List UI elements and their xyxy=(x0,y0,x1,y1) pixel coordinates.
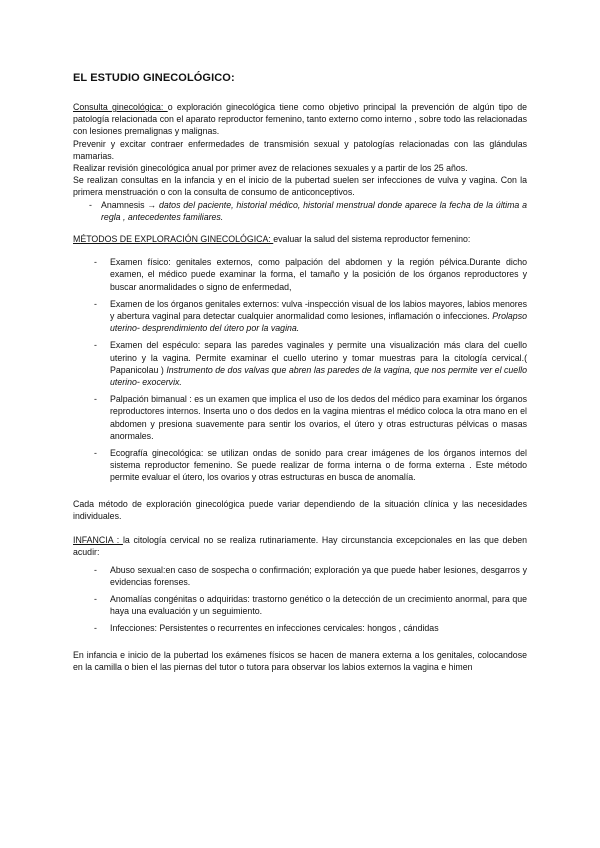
list-item-text: Examen del espéculo: separa las paredes vaginales y permite una visualización más clara del cuello uterino y la vagina. Permite examinar el cuello uterino y tomar muestras para la citología cervical.( Papanicolau ) xyxy=(110,340,527,375)
list-item-text: Ecografía ginecológica: se utilizan ondas de sonido para crear imágenes de los órganos internos del sistema reproductor femenino. Se puede realizar de forma interna o de forma externa . Este método permite evaluar el útero, los ovarios y otras estructuras en busca de anomalía. xyxy=(110,448,527,483)
final-paragraph: En infancia e inicio de la pubertad los exámenes físicos se hacen de manera externa a los genitales, colocandose en la camilla o bien el las piernas del tutor o tutora para observar los labios externos la vagina e himen xyxy=(73,649,527,672)
section-metodos xyxy=(73,233,527,484)
summary-paragraph: Cada método de exploración ginecológica puede variar dependiendo de la situación clínica y las necesidades individuales. xyxy=(73,498,527,521)
section-consulta xyxy=(73,101,527,223)
list-item: - Anomalías congénitas o adquiridas: trastorno genético o la detección de un crecimiento anormal, para que haya una evaluación y un seguimiento. xyxy=(73,593,527,617)
consulta-heading: Consulta ginecológica: xyxy=(73,102,168,112)
consulta-text: o exploración ginecológica tiene como objetivo principal la prevención de algún tipo de patología relacionada con el aparato reproductor femenino, tanto externo como interno , sobre todo las relacionadas con lesiones premalignas y malignas. xyxy=(73,102,527,137)
anamnesis-item xyxy=(73,199,527,223)
list-item xyxy=(73,447,527,484)
metodos-paragraph xyxy=(73,233,527,245)
list-item xyxy=(73,339,527,388)
list-item-text: Palpación bimanual : es un examen que implica el uso de los dedos del médico para examinar los órganos reproductores internos. Inserta uno o dos dedos en la vagina mientras el médico coloca la otra mano en el abdomen y presiona suavemente para sentir los ovarios, el útero y otras estructuras pélvicas o masas anormales. xyxy=(110,394,527,441)
infancia-list xyxy=(73,564,527,635)
anamnesis-list xyxy=(73,199,527,223)
list-item-note: Instrumento de dos valvas que abren las paredes de la vagina, que nos permite ver el cuello uterino- exocervix. xyxy=(110,364,527,388)
list-item xyxy=(73,393,527,442)
infancia-heading: INFANCIA : xyxy=(73,535,123,546)
list-item-text: Examen de los órganos genitales externos: vulva -inspección visual de los labios mayores, labios menores y abertura vaginal para detectar cualquier anormalidad como lesiones, inflamación o infecciones. xyxy=(110,298,527,322)
list-item: - Abuso sexual:en caso de sospecha o confirmación; exploración ya que puede haber lesiones, desgarros y evidencias forenses. xyxy=(73,564,527,588)
anamnesis-label: Anamnesis → xyxy=(101,199,159,210)
consulta-line-3: Realizar revisión ginecológica anual por primer avez de relaciones sexuales y a partir de los 25 años. xyxy=(73,163,468,174)
metodos-heading: MÉTODOS DE EXPLORACIÓN GINECOLÓGICA: xyxy=(73,234,274,245)
list-item-note: Prolapso uterino- desprendimiento del útero por la vagina. xyxy=(110,311,527,334)
page-title: EL ESTUDIO GINECOLÓGICO: xyxy=(73,72,235,84)
consulta-paragraph xyxy=(73,101,527,138)
list-item: - Infecciones: Persistentes o recurrentes en infecciones cervicales: hongos , cándidas xyxy=(73,622,527,634)
consulta-line-2: Prevenir y excitar contraer enfermedades de transmisión sexual y patologías relacionadas con las glándulas mamarias. xyxy=(73,138,527,161)
list-item-text: Examen físico: genitales externos, como palpación del abdomen y la región pélvica.Durante dicho examen, el médico puede examinar la forma, el tamaño y la posición de los órganos reproductores y buscar anormalidades o signo de enfermedad, xyxy=(110,257,527,292)
list-item xyxy=(73,298,527,335)
metodos-list xyxy=(73,256,527,483)
consulta-line-4: Se realizan consultas en la infancia y en el inicio de la pubertad suelen ser infecciones de vulva y vagina. Con la primera menstruación o con la consulta de consumo de anticonceptivos. xyxy=(73,175,527,198)
infancia-text: la citología cervical no se realiza rutinariamente. Hay circunstancia excepcionales en las que deben acudir: xyxy=(73,535,527,558)
list-item xyxy=(73,256,527,293)
infancia-paragraph xyxy=(73,534,527,558)
anamnesis-text: datos del paciente, historial médico, historial menstrual donde aparece la fecha de la última a regla , antecedentes familiares. xyxy=(101,199,527,222)
section-infancia xyxy=(73,534,527,634)
metodos-text: evaluar la salud del sistema reproductor femenino: xyxy=(273,234,471,245)
